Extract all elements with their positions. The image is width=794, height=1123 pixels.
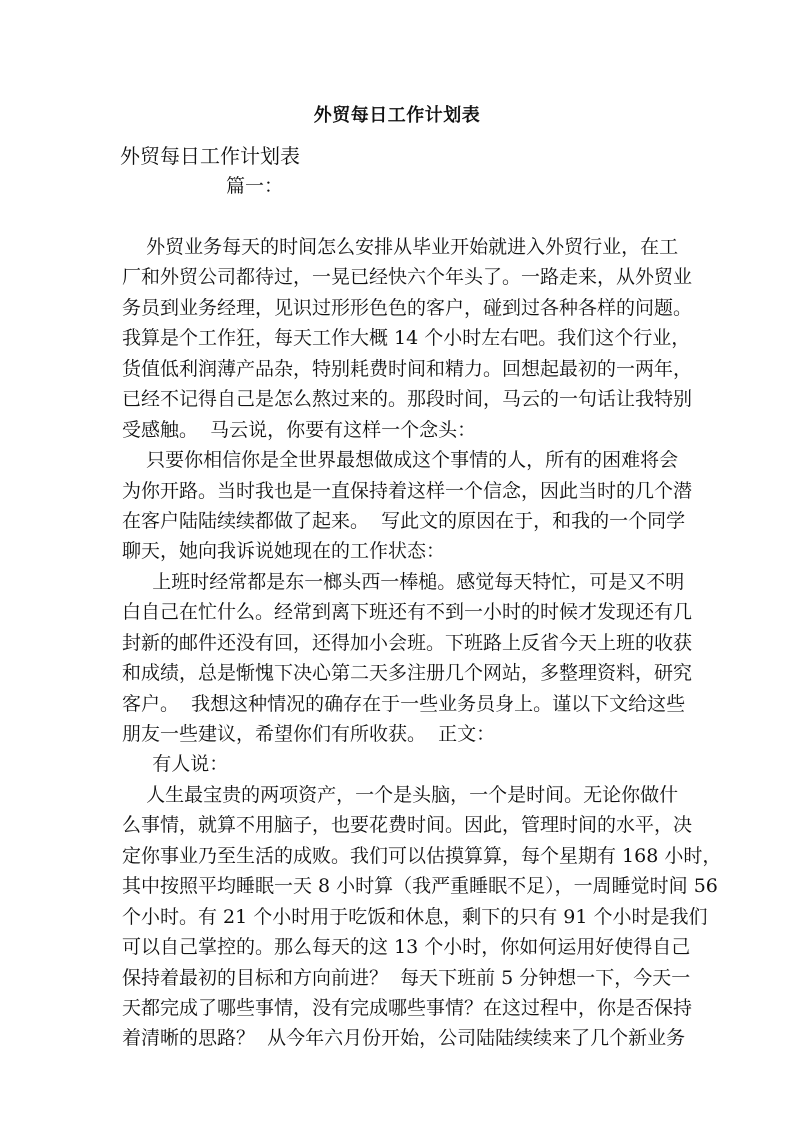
body-line: 上班时经常都是东一榔头西一棒槌。感觉每天特忙，可是又不明 <box>122 570 685 593</box>
body-text <box>122 232 722 1054</box>
body-line: 个小时。有 21 个小时用于吃饭和休息，剩下的只有 91 个小时是我们 <box>122 905 708 928</box>
body-line: 在客户陆陆续续都做了起来。 写此文的原因在于，和我的一个同学 <box>122 509 686 532</box>
body-line: 有人说： <box>122 753 229 776</box>
body-line: 外贸业务每天的时间怎么安排从毕业开始就进入外贸行业，在工 <box>122 236 679 258</box>
body-line: 保持着最初的目标和方向前进？ 每天下班前 5 分钟想一下，今天一 <box>122 966 691 989</box>
body-line: 封新的邮件还没有回，还得加小会班。下班路上反省今天上班的收获 <box>122 631 693 654</box>
body-line: 着清晰的思路？ 从今年六月份开始，公司陆陆续续来了几个新业务 <box>122 1027 686 1050</box>
body-line: 可以自己掌控的。那么每天的这 13 个小时，你如何运用好使得自己 <box>122 936 691 959</box>
body-line: 白自己在忙什么。经常到离下班还有不到一小时的时候才发现还有几 <box>122 601 693 624</box>
body-line: 其中按照平均睡眠一天 8 小时算（我严重睡眠不足），一周睡觉时间 56 <box>122 875 718 898</box>
body-line: 天都完成了哪些事情，没有完成哪些事情？在这过程中，你是否保持 <box>122 996 693 1019</box>
body-line: 务员到业务经理，见识过形形色色的客户，碰到过各种各样的问题。 <box>122 296 693 319</box>
body-line: 和成绩，总是惭愧下决心第二天多注册几个网站，多整理资料，研究 <box>122 662 693 685</box>
body-line: 受感触。 马云说，你要有这样一个念头： <box>122 418 477 441</box>
body-line: 我算是个工作狂，每天工作大概 14 个小时左右吧。我们这个行业， <box>122 327 691 350</box>
body-line: 么事情，就算不用脑子，也要花费时间。因此，管理时间的水平，决 <box>122 814 693 837</box>
body-line: 只要你相信你是全世界最想做成这个事情的人，所有的困难将会 <box>122 449 679 472</box>
body-line: 朋友一些建议，希望你们有所收获。 正文： <box>122 723 496 745</box>
document-subtitle: 外贸每日工作计划表 <box>120 144 300 168</box>
body-line: 人生最宝贵的两项资产，一个是头脑，一个是时间。无论你做什 <box>122 783 679 806</box>
body-line: 为你开路。当时我也是一直保持着这样一个信念，因此当时的几个潜 <box>122 479 693 502</box>
body-line: 厂和外贸公司都待过，一晃已经快六个年头了。一路走来，从外贸业 <box>122 266 693 289</box>
body-line: 客户。 我想这种情况的确存在于一些业务员身上。谨以下文给这些 <box>122 692 686 715</box>
body-line: 货值低利润薄产品杂，特别耗费时间和精力。回想起最初的一两年， <box>122 357 693 380</box>
document-title: 外贸每日工作计划表 <box>313 105 481 126</box>
section-label: 篇一： <box>226 175 284 197</box>
body-line: 聊天，她向我诉说她现在的工作状态： <box>122 540 446 563</box>
body-line: 已经不记得自己是怎么熬过来的。那段时间，马云的一句话让我特别 <box>122 388 693 411</box>
body-line: 定你事业乃至生活的成败。我们可以估摸算算，每个星期有 168 小时， <box>122 844 722 867</box>
